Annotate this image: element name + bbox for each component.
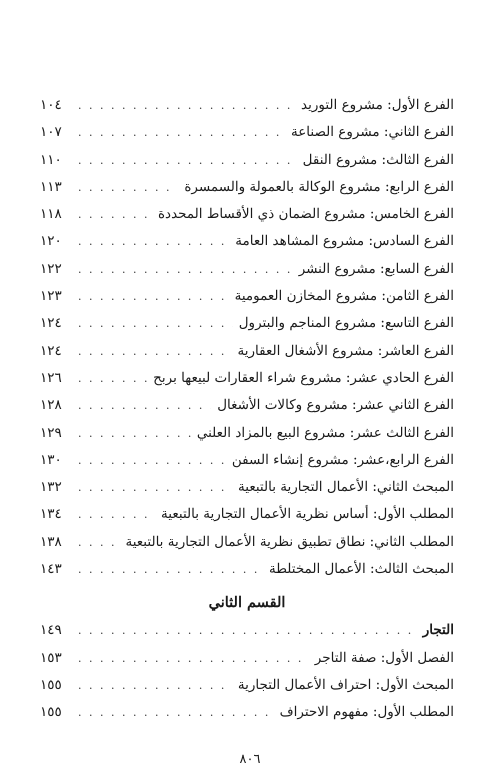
toc-entry: [40, 174, 454, 201]
toc-entry-title: المبحث الثاني: الأعمال التجارية بالتبعية: [238, 479, 454, 496]
leader-dots: [78, 617, 417, 644]
toc-entry-title: الفصل الأول: صفة التاجر: [314, 649, 454, 666]
toc-entry: [40, 92, 454, 119]
leader-dots: [78, 474, 232, 501]
toc-entry: [40, 392, 454, 419]
toc-entry: [40, 617, 454, 644]
leader-dots: [78, 645, 309, 672]
leader-dots: [78, 556, 263, 583]
toc-entry-title: الفرع السادس: مشروع المشاهد العامة: [235, 233, 454, 250]
toc-entry-title: الفرع الثالث: مشروع النقل: [302, 151, 454, 168]
toc-entry: [40, 228, 454, 255]
toc-page-number: ١٢٨: [40, 397, 62, 414]
toc-entry: [40, 501, 454, 528]
leader-dots: [78, 672, 232, 699]
toc-page-number: ١٢٣: [40, 288, 62, 305]
toc-entry-title: الفرع الثاني عشر: مشروع وكالات الأشغال: [217, 397, 454, 414]
leader-dots: [78, 119, 285, 146]
leader-dots: [78, 92, 295, 119]
leader-dots: [78, 365, 147, 392]
toc-entry: [40, 645, 454, 672]
leader-dots: [78, 310, 233, 337]
toc-section-part-one: [40, 92, 454, 583]
leader-dots: [78, 228, 229, 255]
toc-section-part-two: [40, 617, 454, 726]
toc-entry: [40, 147, 454, 174]
leader-dots: [78, 283, 229, 310]
toc-entry: [40, 310, 454, 337]
toc-page-number: ١١٣: [40, 178, 62, 195]
toc-entry: [40, 201, 454, 228]
toc-entry-title: الفرع الخامس: مشروع الضمان ذي الأقساط المحددة: [157, 206, 454, 223]
toc-page-number: ١٠٤: [40, 97, 62, 113]
toc-page-number: ١١٨: [40, 206, 62, 223]
toc-entry: [40, 556, 454, 583]
toc-entry: [40, 474, 454, 501]
toc-page-number: ١٢٠: [40, 233, 62, 250]
toc-entry-title: المبحث الثالث: الأعمال المختلطة: [268, 561, 454, 578]
toc-entry-title: الفرع العاشر: مشروع الأشغال العقارية: [237, 342, 454, 359]
leader-dots: [78, 338, 232, 365]
toc-entry: [40, 256, 454, 283]
toc-entry: [40, 672, 454, 699]
table-of-contents: [40, 92, 454, 727]
leader-dots: [78, 447, 226, 474]
toc-entry-title: المطلب الأول: أساس نظرية الأعمال التجارية بالتبعية: [161, 506, 454, 523]
toc-entry-title: الفرع الرابع،عشر: مشروع إنشاء السفن: [231, 451, 454, 468]
toc-entry-title: المطلب الثاني: نطاق تطبيق نظرية الأعمال التجارية بالتبعية: [125, 533, 454, 550]
toc-entry: [40, 283, 454, 310]
toc-entry: [40, 699, 454, 726]
toc-page-number: ١٢٤: [40, 342, 62, 359]
toc-entry-title: المبحث الأول: احتراف الأعمال التجارية: [237, 676, 454, 693]
toc-page-number: ١٠٧: [40, 124, 62, 141]
toc-entry-title: الفرع الثامن: مشروع المخازن العمومية: [234, 288, 454, 305]
toc-entry: [40, 338, 454, 365]
toc-entry-title: الفرع الثالث عشر: مشروع البيع بالمزاد العلني: [196, 424, 454, 441]
toc-entry: [40, 365, 454, 392]
toc-page-number: ١٥٣: [40, 649, 62, 666]
toc-entry-title: الفرع التاسع: مشروع المناجم والبترول: [238, 315, 454, 332]
leader-dots: [78, 174, 178, 201]
leader-dots: [78, 147, 297, 174]
toc-page-number: ١٢٩: [40, 424, 62, 441]
toc-entry-title: التجار: [422, 622, 454, 639]
toc-page-number: ١٥٥: [40, 676, 62, 693]
toc-entry-title: الفرع الحادي عشر: مشروع شراء العقارات لبيعها بربح: [153, 369, 454, 386]
leader-dots: [78, 256, 293, 283]
toc-entry: [40, 420, 454, 447]
toc-page-number: ١٣٠: [40, 451, 62, 468]
leader-dots: [78, 699, 274, 726]
toc-entry: [40, 529, 454, 556]
leader-dots: [78, 201, 152, 228]
toc-entry: [40, 119, 454, 146]
toc-page-number: ١٢٢: [40, 260, 62, 277]
leader-dots: [78, 420, 191, 447]
toc-page-number: ١٣٨: [40, 533, 62, 550]
leader-dots: [78, 501, 155, 528]
toc-entry-title: الفرع الأول: مشروع التوريد: [301, 97, 454, 113]
toc-page-number: ١٢٤: [40, 315, 62, 332]
toc-page-number: ١٤٣: [40, 561, 62, 578]
toc-page-number: ١٣٢: [40, 479, 62, 496]
toc-entry-title: الفرع الرابع: مشروع الوكالة بالعمولة والسمسرة: [184, 178, 454, 195]
toc-entry-title: الفرع الثاني: مشروع الصناعة: [290, 124, 454, 141]
toc-page-number: ١١٠: [40, 151, 62, 168]
toc-page-number: ١٤٩: [40, 622, 62, 639]
toc-page-number: ١٢٦: [40, 369, 62, 386]
toc-entry-title: المطلب الأول: مفهوم الاحتراف: [279, 704, 454, 721]
toc-entry-title: الفرع السابع: مشروع النشر: [298, 260, 454, 277]
leader-dots: [78, 392, 211, 419]
toc-page-number: ١٣٤: [40, 506, 62, 523]
toc-page-number: ١٥٥: [40, 704, 62, 721]
toc-entry: [40, 447, 454, 474]
page-number: ٨٠٦: [239, 752, 261, 767]
part-heading: القسم الثاني: [208, 594, 286, 612]
leader-dots: [78, 529, 119, 556]
